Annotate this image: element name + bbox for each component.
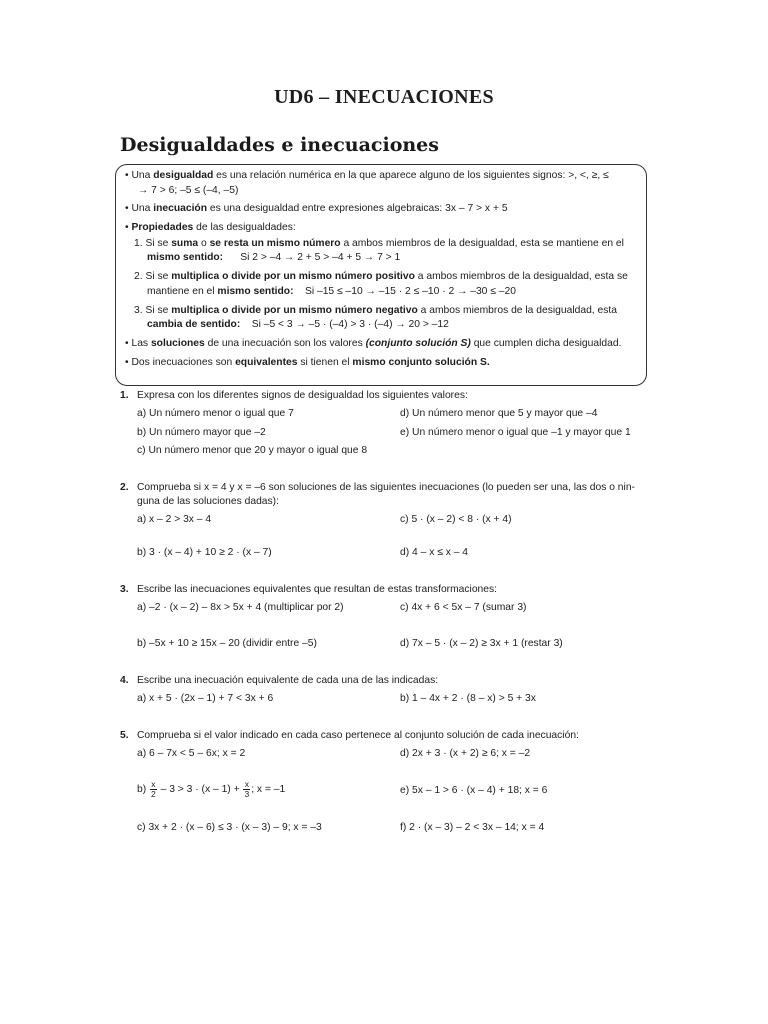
- text: se resta un mismo número: [209, 237, 341, 249]
- text: a ambos miembros de la desigualdad, esta se mantiene en el: [340, 237, 624, 249]
- exercise-4b: b) 1 – 4x + 2 · (8 – x) > 5 + 3x: [400, 693, 536, 704]
- text: • Dos inecuaciones son: [125, 356, 236, 368]
- property-1: [125, 237, 636, 266]
- term-propiedades: Propiedades: [131, 222, 194, 234]
- exercise-5b: [137, 780, 285, 799]
- text: Si –15 ≤ –10 → –15 · 2 ≤ –10 · 2 → –30 ≤ –20: [293, 285, 516, 297]
- denominator: 2: [151, 789, 156, 799]
- denominator: 3: [244, 789, 250, 799]
- text: 3. Si se: [134, 304, 172, 316]
- theory-box: [115, 164, 647, 386]
- property-2: [125, 270, 636, 299]
- exercise-number: 1.: [120, 390, 129, 401]
- exercise-5-statement: [120, 729, 579, 743]
- text: ; x = –1: [251, 784, 286, 796]
- text: mismo sentido:: [147, 252, 224, 264]
- text: que cumplen dicha desigualdad.: [470, 337, 622, 349]
- text: Escribe las inecuaciones equivalentes que resultan de estas transformaciones:: [137, 584, 498, 595]
- text: Comprueba si x = 4 y x = –6 son soluciones de las siguientes inecuaciones (lo pueden ser una, las dos o nin-: [137, 482, 635, 493]
- exercise-2d: d) 4 – x ≤ x – 4: [400, 547, 469, 558]
- text: cambia de sentido:: [147, 319, 241, 331]
- exercise-1c: c) Un número menor que 20 y mayor o igual que 8: [137, 445, 368, 456]
- exercise-3c: c) 4x + 6 < 5x – 7 (sumar 3): [400, 602, 527, 613]
- exercise-3a: a) –2 · (x – 2) – 8x > 5x + 4 (multiplicar por 2): [137, 602, 344, 613]
- text: a ambos miembros de la desigualdad, esta: [417, 304, 617, 316]
- text: multiplica o divide por un mismo número negativo: [171, 304, 418, 316]
- exercise-4-statement: [120, 674, 438, 688]
- exercise-1d: d) Un número menor que 5 y mayor que –4: [400, 408, 598, 419]
- text: de una inecuación son los valores: [204, 337, 366, 349]
- exercise-1e: e) Un número menor o igual que –1 y mayor que 1: [400, 427, 631, 438]
- exercise-number: 2.: [120, 482, 129, 493]
- exercise-2a: a) x – 2 > 3x – 4: [137, 514, 212, 525]
- fraction-x-over-3: [243, 780, 250, 799]
- exercise-5d: d) 2x + 3 · (x + 2) ≥ 6; x = –2: [400, 748, 531, 759]
- text: Si 2 > –4 → 2 + 5 > –4 + 5 → 7 > 1: [223, 252, 401, 264]
- theory-propiedades: [125, 221, 636, 236]
- property-3: [125, 304, 636, 333]
- text: Si –5 < 3 → –5 · (–4) > 3 · (–4) → 20 > –12: [240, 319, 449, 331]
- theory-desigualdad: [125, 169, 636, 198]
- exercise-4a: a) x + 5 · (2x – 1) + 7 < 3x + 6: [137, 693, 274, 704]
- exercise-2-statement: [120, 481, 635, 509]
- text: suma: [171, 237, 199, 249]
- text: es una relación numérica en la que aparece alguno de los siguientes signos: >, <, ≥, ≤: [213, 170, 609, 181]
- exercise-5c: c) 3x + 2 · (x – 6) ≤ 3 · (x – 3) – 9; x = –3: [137, 822, 322, 833]
- term-equivalentes: equivalentes: [235, 356, 298, 368]
- exercise-5f: f) 2 · (x – 3) – 2 < 3x – 14; x = 4: [400, 822, 545, 833]
- text: mismo sentido:: [217, 285, 294, 297]
- theory-equivalentes: [125, 356, 636, 371]
- term-mismo-conjunto: mismo conjunto solución S.: [352, 356, 490, 368]
- text: multiplica o divide por un mismo número positivo: [171, 271, 415, 283]
- text: mantiene en el: [147, 285, 218, 297]
- text: •: [125, 222, 132, 234]
- text: 2. Si se: [134, 271, 172, 283]
- exercise-1-statement: [120, 389, 468, 403]
- exercise-5a: a) 6 – 7x < 5 – 6x; x = 2: [137, 748, 246, 759]
- term-soluciones: soluciones: [150, 337, 205, 349]
- text: b): [137, 784, 150, 796]
- text: Escribe una inecuación equivalente de cada una de las indicadas:: [137, 675, 439, 686]
- exercise-3d: d) 7x – 5 · (x – 2) ≥ 3x + 1 (restar 3): [400, 638, 563, 649]
- exercise-5e: e) 5x – 1 > 6 · (x – 4) + 18; x = 6: [400, 785, 548, 796]
- text: si tienen el: [297, 356, 353, 368]
- text: Expresa con los diferentes signos de desigualdad los siguientes valores:: [137, 390, 468, 401]
- text: 1. Si se: [134, 237, 172, 249]
- text: Comprueba si el valor indicado en cada caso pertenece al conjunto solución de cada inecuación:: [137, 730, 579, 741]
- fraction-x-over-2: [150, 780, 157, 799]
- document-title: UD6 – INECUACIONES: [274, 86, 494, 108]
- exercise-2b: b) 3 · (x – 4) + 10 ≥ 2 · (x – 7): [137, 547, 272, 558]
- term-conjunto-solucion: (conjunto solución S): [365, 337, 471, 349]
- text: • Las: [125, 337, 151, 349]
- text: guna de las soluciones dadas):: [137, 496, 279, 507]
- text: de las desigualdades:: [193, 222, 296, 234]
- exercise-3b: b) –5x + 10 ≥ 15x – 20 (dividir entre –5): [137, 638, 317, 649]
- exercise-number: 5.: [120, 730, 129, 741]
- theory-inecuacion: [125, 202, 636, 217]
- text: → 7 > 6; –5 ≤ (–4, –5): [138, 184, 239, 196]
- text: o: [198, 237, 210, 249]
- exercise-number: 3.: [120, 584, 129, 595]
- exercise-1a: a) Un número menor o igual que 7: [137, 408, 294, 419]
- exercise-1b: b) Un número mayor que –2: [137, 427, 266, 438]
- exercise-2c: c) 5 · (x – 2) < 8 · (x + 4): [400, 514, 512, 525]
- theory-soluciones: [125, 337, 636, 352]
- numerator: x: [244, 779, 249, 789]
- term-desigualdad: desigualdad: [153, 170, 214, 181]
- exercise-number: 4.: [120, 675, 129, 686]
- numerator: x: [151, 779, 156, 789]
- text: a ambos miembros de la desigualdad, esta se: [414, 271, 628, 283]
- text: es una desigualdad entre expresiones algebraicas: 3x – 7 > x + 5: [207, 203, 508, 215]
- text: • Una: [125, 203, 154, 215]
- text: – 3 > 3 · (x – 1) +: [157, 784, 243, 796]
- exercise-3-statement: [120, 583, 497, 597]
- term-inecuacion: inecuación: [153, 203, 208, 215]
- text: • Una: [125, 170, 154, 181]
- section-title: Desigualdades e inecuaciones: [120, 134, 439, 156]
